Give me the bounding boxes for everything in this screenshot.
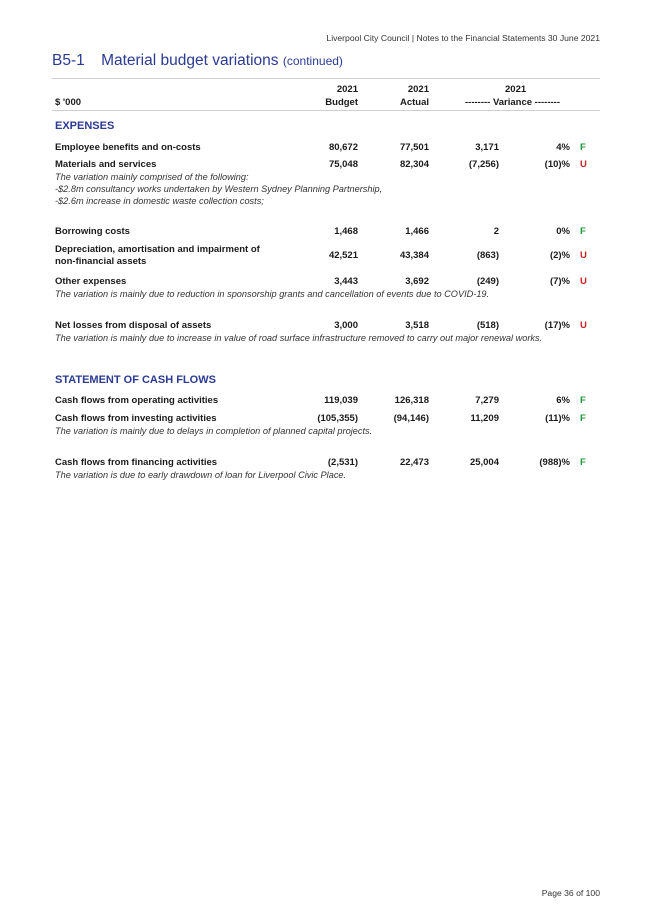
- top-rule: [52, 78, 600, 79]
- variance-percent: (10)%: [544, 159, 570, 170]
- variance-note: The variation mainly comprised of the following:: [55, 172, 249, 182]
- variance-percent: (2)%: [549, 250, 570, 261]
- variance-flag: U: [580, 159, 587, 170]
- variance-percent: (988)%: [539, 457, 570, 468]
- actual-value: 82,304: [399, 159, 429, 170]
- header-rule: [52, 110, 600, 111]
- variance-note: The variation is due to early drawdown of loan for Liverpool Civic Place.: [55, 470, 347, 480]
- section-number: B5-1: [52, 52, 85, 69]
- cash-flows-heading: STATEMENT OF CASH FLOWS: [55, 374, 216, 386]
- actual-value: 22,473: [399, 457, 429, 468]
- variance-percent: (17)%: [544, 320, 570, 331]
- budget-value: (105,355): [317, 413, 358, 424]
- row-label: Employee benefits and on-costs: [55, 142, 201, 153]
- variance-flag: F: [580, 457, 586, 468]
- variance-note: The variation is mainly due to reduction in sponsorship grants and cancellation of events due to COVID-19.: [55, 289, 490, 299]
- variance-year-header: 2021: [505, 84, 527, 95]
- row-label: Other expenses: [55, 276, 127, 287]
- variance-percent: (11)%: [545, 413, 570, 424]
- actual-value: 1,466: [405, 226, 429, 237]
- row-label: Cash flows from investing activities: [55, 413, 217, 424]
- variance-flag: U: [580, 250, 587, 261]
- page-number: Page 36 of 100: [541, 888, 600, 898]
- variance-note: -$2.8m consultancy works undertaken by Western Sydney Planning Partnership,: [55, 184, 383, 194]
- variance-value: 3,171: [475, 142, 499, 153]
- variance-value: (863): [476, 250, 499, 261]
- variance-flag: U: [580, 276, 587, 287]
- row-label: non-financial assets: [55, 256, 147, 267]
- row-label: Materials and services: [55, 159, 157, 170]
- variance-percent: 0%: [556, 226, 570, 237]
- actual-value: 43,384: [399, 250, 429, 261]
- actual-value: 3,692: [405, 276, 429, 287]
- row-label: Depreciation, amortisation and impairment of: [55, 244, 260, 255]
- budget-value: 80,672: [328, 142, 358, 153]
- variance-value: 25,004: [469, 457, 499, 468]
- budget-value: 3,443: [334, 276, 358, 287]
- variance-flag: F: [580, 142, 586, 153]
- row-label: Cash flows from financing activities: [55, 457, 218, 468]
- actual-value: 77,501: [399, 142, 429, 153]
- variance-percent: 4%: [556, 142, 570, 153]
- budget-value: 42,521: [328, 250, 358, 261]
- unit-label: $ '000: [55, 97, 82, 108]
- variance-value: (518): [476, 320, 499, 331]
- variance-flag: F: [580, 395, 586, 406]
- budget-year-header: 2021: [336, 84, 358, 95]
- budget-value: 1,468: [334, 226, 358, 237]
- variance-flag: F: [580, 226, 586, 237]
- actual-value: 126,318: [394, 395, 429, 406]
- continued-label: (continued): [282, 54, 343, 68]
- budget-header: Budget: [325, 97, 358, 108]
- section-title: Material budget variations: [101, 52, 279, 69]
- variance-percent: (7)%: [549, 276, 570, 287]
- row-label: Cash flows from operating activities: [55, 395, 219, 406]
- variance-header: -------- Variance --------: [465, 97, 560, 108]
- budget-value: 3,000: [334, 320, 358, 331]
- actual-header: Actual: [399, 97, 429, 108]
- variance-percent: 6%: [556, 395, 570, 406]
- page-header: Liverpool City Council | Notes to the Financial Statements 30 June 2021: [326, 33, 600, 43]
- variance-value: 11,209: [470, 413, 499, 424]
- variance-value: 2: [493, 226, 499, 237]
- variance-value: 7,279: [475, 395, 499, 406]
- variance-value: (7,256): [468, 159, 499, 170]
- variance-flag: F: [580, 413, 586, 424]
- row-label: Net losses from disposal of assets: [55, 320, 212, 331]
- variance-value: (249): [476, 276, 499, 287]
- actual-value: 3,518: [405, 320, 429, 331]
- row-label: Borrowing costs: [55, 226, 130, 237]
- variance-flag: U: [580, 320, 587, 331]
- expenses-heading: EXPENSES: [55, 120, 115, 132]
- variance-note: The variation is mainly due to increase in value of road surface infrastructure removed to carry out major renewal works.: [55, 333, 543, 343]
- budget-value: (2,531): [327, 457, 358, 468]
- variance-note: -$2.6m increase in domestic waste collection costs;: [55, 196, 264, 206]
- page-title: [52, 52, 343, 70]
- actual-year-header: 2021: [407, 84, 429, 95]
- actual-value: (94,146): [393, 413, 429, 424]
- variance-note: The variation is mainly due to delays in completion of planned capital projects.: [55, 426, 373, 436]
- budget-value: 75,048: [328, 159, 358, 170]
- budget-value: 119,039: [324, 395, 358, 406]
